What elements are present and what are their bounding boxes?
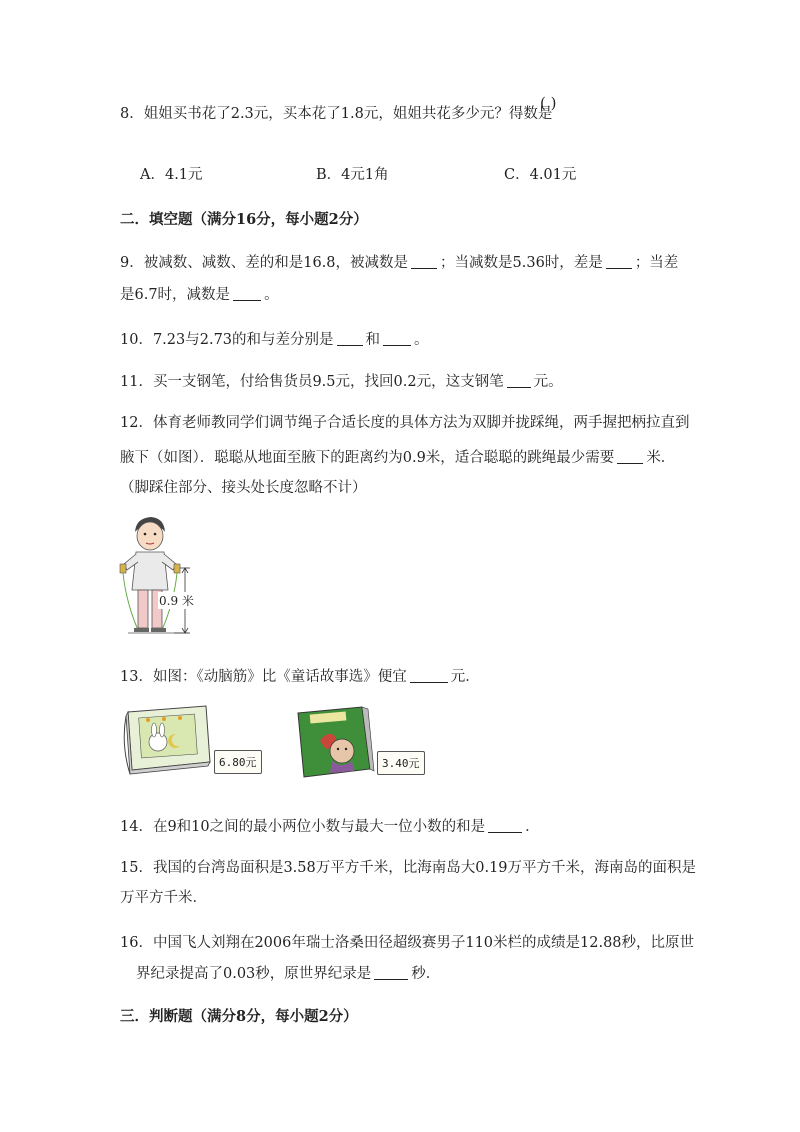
option-b: B．4元1角 — [316, 167, 389, 183]
question-12-note: （脚踩住部分、接头处长度忽略不计） — [120, 480, 367, 496]
question-16-line-2: 界纪录提高了0.03秒，原世界纪录是 秒． — [136, 966, 441, 982]
answer-blank — [383, 331, 411, 346]
question-14: 14．在9和10之间的最小两位小数与最大一位小数的和是 ． — [120, 819, 540, 835]
question-16-line-1: 16．中国飞人刘翔在2006年瑞士洛桑田径超级赛男子110米栏的成绩是12.88秒，比原世 — [120, 935, 695, 951]
question-10: 10．7.23与2.73的和与差分别是 和 。 — [120, 332, 429, 348]
answer-blank — [337, 331, 363, 346]
answer-blank — [488, 818, 522, 833]
boy-figure — [118, 512, 218, 634]
answer-parenthesis: ( ) — [540, 94, 557, 112]
section-2-heading: 二．填空题（满分16分，每小题2分） — [120, 211, 368, 228]
question-13: 13．如图：《动脑筋》比《童话故事选》便宜 元． — [120, 669, 480, 685]
option-a: A．4.1元 — [140, 167, 203, 183]
question-15-line-2: 万平方千米． — [120, 890, 207, 906]
question-12-line-1: 12．体育老师教同学们调节绳子合适长度的具体方法为双脚并拢踩绳，两手握把柄拉直到 — [120, 415, 690, 431]
section-3-heading: 三．判断题（满分8分，每小题2分） — [120, 1008, 358, 1025]
question-11: 11．买一支钢笔，付给售货员9.5元，找回0.2元，这支钢笔 元。 — [120, 374, 563, 390]
question-9-line-1: 9．被减数、减数、差的和是16.8，被减数是 ；当减数是5.36时，差是 ；当差 — [120, 255, 679, 271]
answer-blank — [507, 373, 531, 388]
option-c: C．4.01元 — [504, 167, 577, 183]
question-12-line-2: 腋下（如图）．聪聪从地面至腋下的距离约为0.9米，适合聪聪的跳绳最少需要 米． — [120, 450, 676, 466]
answer-blank — [410, 668, 448, 683]
book-brain-teaser — [118, 700, 213, 778]
price-tag-1: 6.80元 — [214, 750, 262, 774]
answer-blank — [411, 254, 437, 269]
book-fairy-tales — [292, 703, 376, 781]
price-tag-2: 3.40元 — [377, 751, 425, 775]
answer-blank — [233, 286, 261, 301]
boy-illustration — [118, 512, 218, 634]
question-15-line-1: 15．我国的台湾岛面积是3.58万平方千米，比海南岛大0.19万平方千米，海南岛的面积是 — [120, 860, 697, 876]
question-9-line-2: 是6.7时，减数是 。 — [120, 287, 279, 303]
answer-blank — [606, 254, 632, 269]
question-8 — [120, 102, 552, 123]
height-label: 0.9 米 — [159, 594, 194, 608]
answer-blank — [374, 965, 408, 980]
answer-blank — [617, 449, 643, 464]
question-8-stem: 8．姐姐买书花了2.3元，买本花了1.8元，姐姐共花多少元？得数是 — [120, 106, 553, 122]
